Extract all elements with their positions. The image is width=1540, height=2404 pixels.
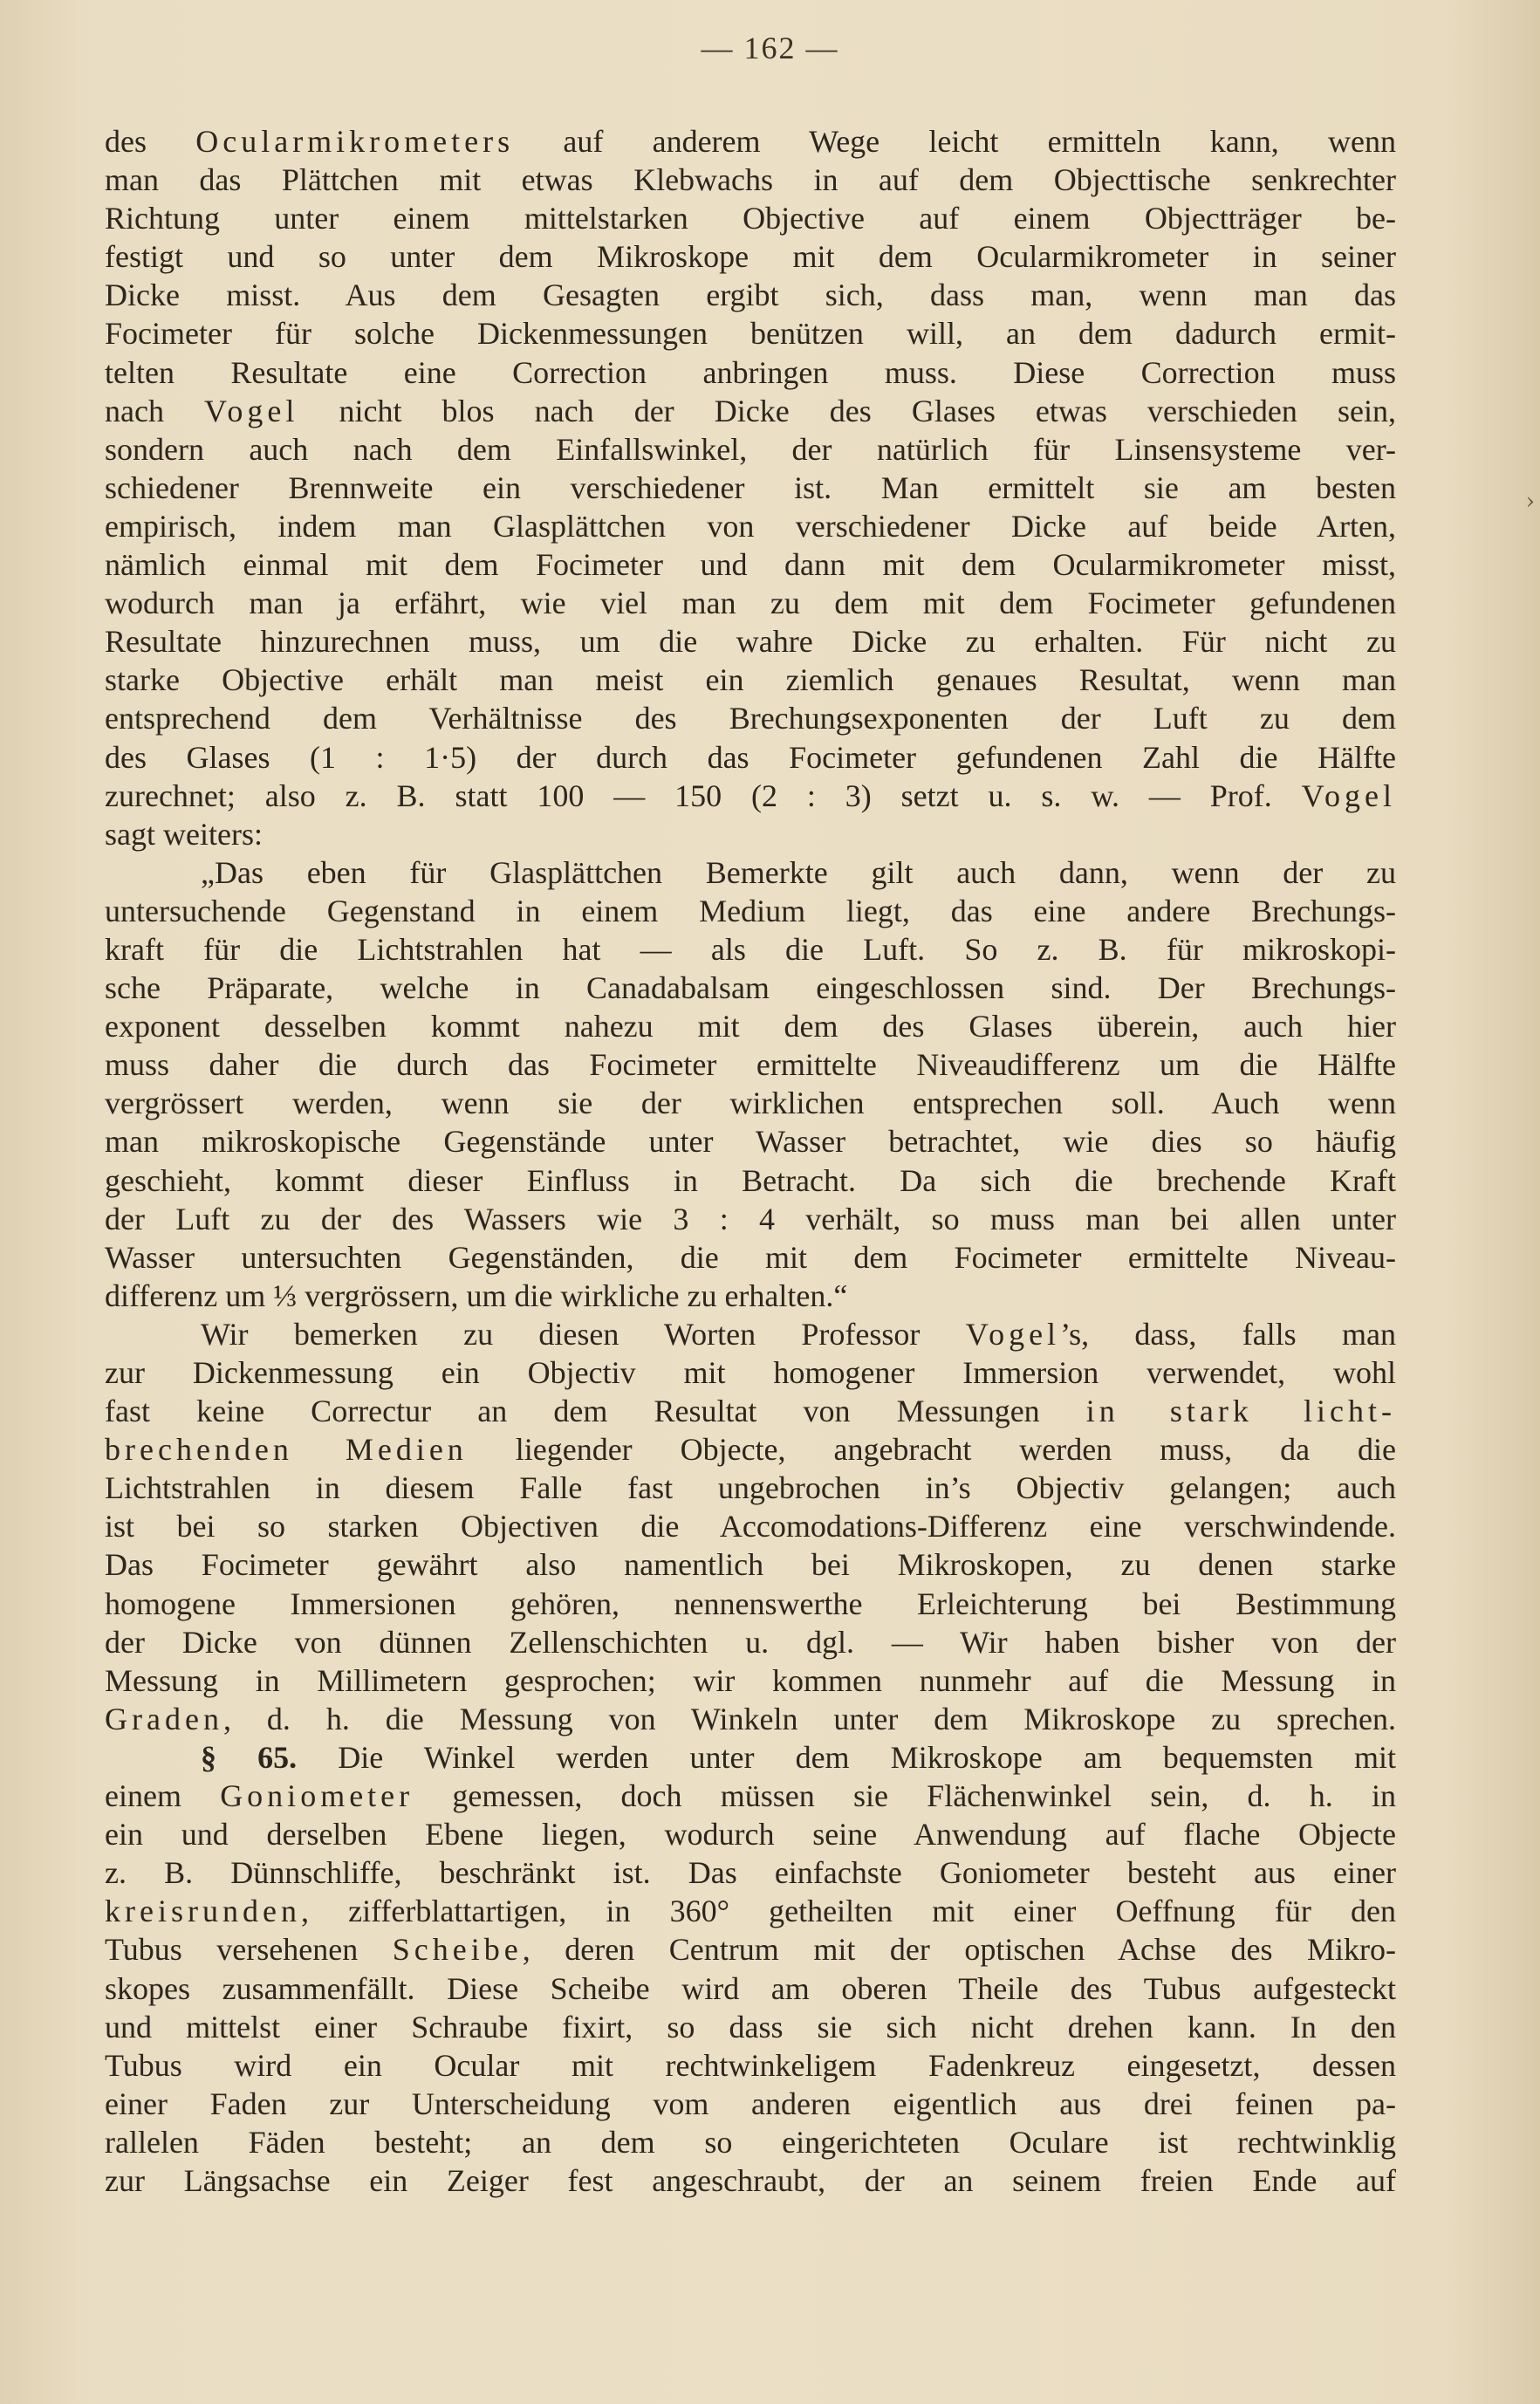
text-line bbox=[105, 622, 1396, 661]
text-segment: muss daher die durch das Focimeter ermittelte Niveaudifferenz um die Hälfte bbox=[105, 1047, 1396, 1083]
text-line bbox=[105, 661, 1396, 699]
text-segment: nicht blos nach der Dicke des Glases etwas verschieden sein, bbox=[298, 393, 1396, 428]
text-line bbox=[105, 1930, 1396, 1969]
text-segment: entsprechend dem Verhältnisse des Brechungsexponenten der Luft zu dem bbox=[105, 701, 1396, 736]
text-segment: Resultate hinzurechnen muss, um die wahre Dicke zu erhalten. Für nicht zu bbox=[105, 624, 1396, 660]
text-line bbox=[105, 969, 1396, 1007]
spaced-emphasis: Vogel bbox=[965, 1316, 1061, 1352]
text-line bbox=[105, 2008, 1396, 2046]
text-segment: , zifferblattartigen, in 360° getheilten mit einer Oeffnung für den bbox=[300, 1894, 1396, 1929]
text-segment: , d. h. die Messung von Winkeln unter dem Mikroskope zu sprechen. bbox=[222, 1701, 1396, 1736]
text-segment: exponent desselben kommt nahezu mit dem des Glases überein, auch hier bbox=[105, 1009, 1396, 1044]
text-segment: Das Focimeter gewährt also namentlich bei Mikroskopen, zu denen starke bbox=[105, 1547, 1396, 1583]
text-segment: zur Längsachse ein Zeiger fest angeschraubt, der an seinem freien Ende auf bbox=[105, 2162, 1396, 2198]
text-segment: ist bei so starken Objectiven die Accomodations-Differenz eine verschwindende. bbox=[105, 1509, 1396, 1544]
text-segment: ein und derselben Ebene liegen, wodurch seine Anwendung auf flache Objecte bbox=[105, 1817, 1396, 1853]
text-segment: und mittelst einer Schraube fixirt, so dass sie sich nicht drehen kann. In den bbox=[105, 2009, 1396, 2044]
text-line bbox=[105, 1585, 1396, 1623]
text-segment: gemessen, doch müssen sie Flächenwinkel sein, d. h. in bbox=[414, 1778, 1396, 1814]
text-segment: differenz um ⅓ vergrössern, um die wirkliche zu erhalten.“ bbox=[105, 1277, 848, 1313]
text-segment: „Das eben für Glasplättchen Bemerkte gilt auch dann, wenn der zu bbox=[201, 854, 1396, 890]
text-line bbox=[105, 738, 1396, 777]
text-segment: sondern auch nach dem Einfallswinkel, der natürlich für Linsensysteme ver- bbox=[105, 431, 1396, 467]
text-line bbox=[105, 199, 1396, 237]
text-segment: starke Objective erhält man meist ein ziemlich genaues Resultat, wenn man bbox=[105, 662, 1396, 698]
text-line bbox=[105, 122, 1396, 161]
text-line bbox=[105, 1122, 1396, 1161]
page-number: — 162 — bbox=[701, 31, 839, 65]
text-segment: kraft für die Lichtstrahlen hat — als die Luft. So z. B. für mikroskopi- bbox=[105, 931, 1396, 967]
text-line bbox=[105, 1853, 1396, 1892]
text-line bbox=[105, 892, 1396, 930]
section-number: § 65. bbox=[201, 1739, 298, 1775]
text-line bbox=[105, 1200, 1396, 1238]
text-line bbox=[105, 1623, 1396, 1661]
text-line bbox=[105, 1700, 1396, 1738]
text-line bbox=[105, 1892, 1396, 1930]
text-segment: rallelen Fäden besteht; an dem so eingerichteten Oculare ist rechtwinklig bbox=[105, 2124, 1396, 2160]
text-segment: geschieht, kommt dieser Einfluss in Betracht. Da sich die brechende Kraft bbox=[105, 1162, 1396, 1198]
text-segment: schiedener Brennweite ein verschiedener ist. Man ermittelt sie am besten bbox=[105, 469, 1396, 505]
text-line bbox=[105, 469, 1396, 507]
text-line bbox=[105, 930, 1396, 969]
text-segment: einer Faden zur Unterscheidung vom anderen eigentlich aus drei feinen pa- bbox=[105, 2086, 1396, 2121]
text-line bbox=[105, 353, 1396, 392]
text-segment: Die Winkel werden unter dem Mikroskope am bequemsten mit bbox=[297, 1739, 1396, 1775]
text-line bbox=[105, 430, 1396, 469]
text-segment: nach bbox=[105, 393, 205, 428]
text-segment: man das Plättchen mit etwas Klebwachs in auf dem Objecttische senkrechter bbox=[105, 162, 1396, 198]
text-segment: einem bbox=[105, 1778, 221, 1814]
text-segment: Tubus wird ein Ocular mit rechtwinkeligem Fadenkreuz eingesetzt, dessen bbox=[105, 2047, 1396, 2083]
text-segment: des Glases (1 : 1·5) der durch das Focimeter gefundenen Zahl die Hälfte bbox=[105, 739, 1396, 775]
text-line bbox=[105, 1430, 1396, 1469]
text-line bbox=[105, 699, 1396, 737]
text-line bbox=[105, 2123, 1396, 2161]
text-line bbox=[105, 1277, 1396, 1315]
text-line bbox=[105, 545, 1396, 584]
text-segment: der Dicke von dünnen Zellenschichten u. dgl. — Wir haben bisher von der bbox=[105, 1624, 1396, 1660]
text-line bbox=[105, 815, 1396, 853]
text-line bbox=[105, 314, 1396, 353]
spaced-emphasis: Ocularmikrometers bbox=[195, 124, 515, 159]
text-segment: festigt und so unter dem Mikroskope mit dem Ocularmikrometer in seiner bbox=[105, 239, 1396, 275]
spaced-emphasis: in stark licht- bbox=[1085, 1394, 1396, 1429]
text-segment: zur Dickenmessung ein Objectiv mit homogener Immersion verwendet, wohl bbox=[105, 1355, 1396, 1390]
text-line bbox=[105, 1084, 1396, 1122]
spaced-emphasis: Vogel bbox=[1301, 777, 1396, 813]
text-segment: sagt weiters: bbox=[105, 816, 263, 852]
text-line bbox=[105, 1353, 1396, 1392]
text-segment: untersuchende Gegenstand in einem Medium liegt, das eine andere Brechungs- bbox=[105, 893, 1396, 928]
text-line bbox=[105, 1161, 1396, 1200]
text-line bbox=[105, 1045, 1396, 1084]
text-segment: telten Resultate eine Correction anbringen muss. Diese Correction muss bbox=[105, 354, 1396, 390]
text-line bbox=[105, 777, 1396, 815]
text-line bbox=[105, 392, 1396, 430]
text-line bbox=[105, 161, 1396, 199]
text-line bbox=[105, 2046, 1396, 2085]
text-line bbox=[105, 1545, 1396, 1584]
text-line bbox=[105, 1315, 1396, 1353]
text-line bbox=[105, 1969, 1396, 2008]
text-segment: Richtung unter einem mittelstarken Objective auf einem Objectträger be- bbox=[105, 201, 1396, 236]
spaced-emphasis: Goniometer bbox=[220, 1778, 414, 1814]
text-line bbox=[105, 1392, 1396, 1430]
text-segment: fast keine Correctur an dem Resultat von Messungen bbox=[105, 1394, 1086, 1429]
text-line bbox=[105, 1238, 1396, 1277]
text-segment: nämlich einmal mit dem Focimeter und dann mit dem Ocularmikrometer misst, bbox=[105, 547, 1396, 583]
text-segment: liegender Objecte, angebracht werden muss, da die bbox=[467, 1432, 1396, 1468]
text-segment: vergrössert werden, wenn sie der wirklichen entsprechen soll. Auch wenn bbox=[105, 1086, 1396, 1121]
text-segment: auf anderem Wege leicht ermitteln kann, wenn bbox=[514, 124, 1396, 159]
text-line bbox=[105, 1738, 1396, 1777]
text-segment: man mikroskopische Gegenstände unter Wasser betrachtet, wie dies so häufig bbox=[105, 1124, 1396, 1160]
text-segment: Focimeter für solche Dickenmessungen benützen will, an dem dadurch ermit- bbox=[105, 316, 1396, 352]
text-line bbox=[105, 584, 1396, 622]
text-line bbox=[105, 2161, 1396, 2200]
text-segment: z. B. Dünnschliffe, beschränkt ist. Das einfachste Goniometer besteht aus einer bbox=[105, 1855, 1396, 1891]
text-line bbox=[105, 1777, 1396, 1815]
spaced-emphasis: Graden bbox=[105, 1701, 223, 1736]
text-segment: des bbox=[105, 124, 196, 159]
spaced-emphasis: brechenden Medien bbox=[105, 1432, 468, 1468]
spaced-emphasis: Scheibe bbox=[392, 1932, 523, 1968]
text-line bbox=[105, 1661, 1396, 1700]
text-segment: skopes zusammenfällt. Diese Scheibe wird am oberen Theile des Tubus aufgesteckt bbox=[105, 1970, 1396, 2006]
text-segment: sche Präparate, welche in Canadabalsam eingeschlossen sind. Der Brechungs- bbox=[105, 970, 1396, 1006]
margin-mark: › bbox=[1525, 489, 1535, 515]
text-segment: zurechnet; also z. B. statt 100 — 150 (2 : 3) setzt u. s. w. — Prof. bbox=[105, 777, 1302, 813]
text-segment: der Luft zu der des Wassers wie 3 : 4 verhält, so muss man bei allen unter bbox=[105, 1201, 1396, 1236]
text-segment: Tubus versehenen bbox=[105, 1932, 393, 1968]
text-line bbox=[105, 1815, 1396, 1853]
text-segment: Wasser untersuchten Gegenständen, die mit dem Focimeter ermittelte Niveau- bbox=[105, 1239, 1396, 1275]
text-segment: , deren Centrum mit der optischen Achse des Mikro- bbox=[522, 1932, 1396, 1968]
text-line bbox=[105, 853, 1396, 892]
text-segment: ’s, dass, falls man bbox=[1060, 1316, 1396, 1352]
text-line bbox=[105, 237, 1396, 276]
text-segment: homogene Immersionen gehören, nennenswerthe Erleichterung bei Bestimmung bbox=[105, 1586, 1396, 1621]
text-line bbox=[105, 1007, 1396, 1045]
text-segment: Dicke misst. Aus dem Gesagten ergibt sich, dass man, wenn man das bbox=[105, 277, 1396, 313]
text-segment: Lichtstrahlen in diesem Falle fast ungebrochen in’s Objectiv gelangen; auch bbox=[105, 1470, 1396, 1506]
text-segment: empirisch, indem man Glasplättchen von verschiedener Dicke auf beide Arten, bbox=[105, 508, 1396, 544]
body-text bbox=[105, 122, 1396, 2200]
text-segment: Messung in Millimetern gesprochen; wir kommen nunmehr auf die Messung in bbox=[105, 1662, 1396, 1698]
text-line bbox=[105, 1469, 1396, 1507]
spaced-emphasis: Vogel bbox=[204, 393, 299, 428]
text-segment: wodurch man ja erfährt, wie viel man zu dem mit dem Focimeter gefundenen bbox=[105, 586, 1396, 621]
text-line bbox=[105, 276, 1396, 314]
spaced-emphasis: kreisrunden bbox=[105, 1894, 301, 1929]
text-segment: Wir bemerken zu diesen Worten Professor bbox=[201, 1316, 966, 1352]
text-line bbox=[105, 2085, 1396, 2123]
text-line bbox=[105, 507, 1396, 545]
text-line bbox=[105, 1507, 1396, 1545]
